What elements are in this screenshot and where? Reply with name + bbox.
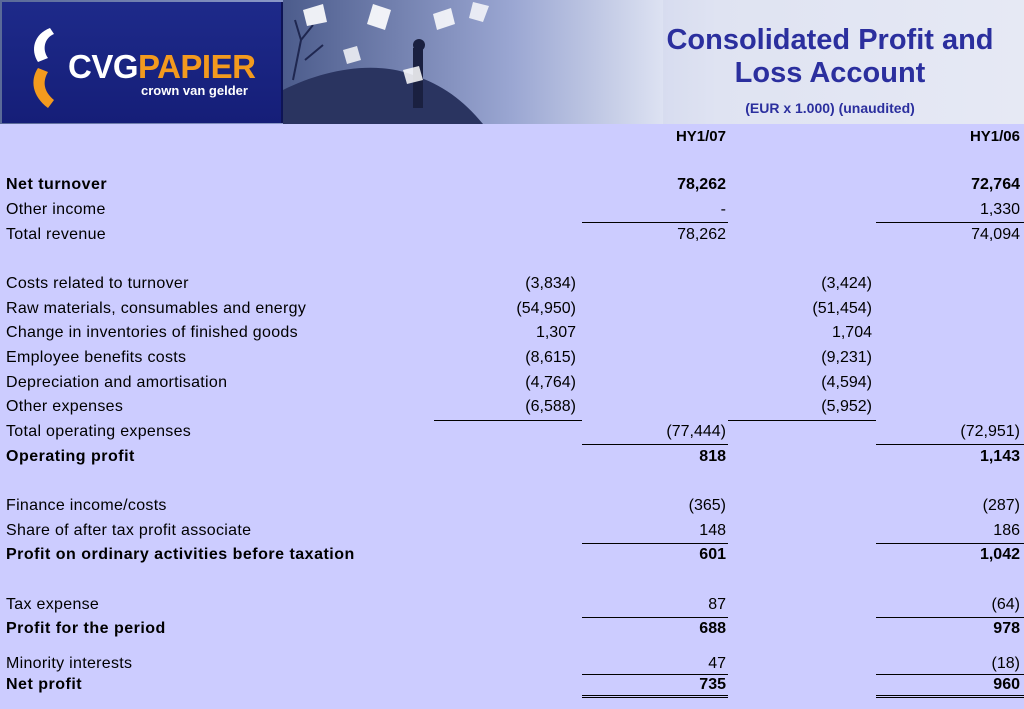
value-hy06: (287) [982, 497, 1020, 514]
value-hy06: 978 [993, 620, 1020, 637]
subtotal-rule [876, 444, 1024, 445]
row-label: Raw materials, consumables and energy [6, 300, 307, 317]
logo-subtitle: crown van gelder [141, 83, 248, 98]
value-hy06: 186 [993, 522, 1020, 539]
column-header-hy07: HY1/07 [675, 128, 726, 145]
row-label: Total operating expenses [6, 423, 192, 440]
value-hy07: 818 [699, 448, 726, 465]
subtotal-rule [582, 222, 728, 223]
subtotal-rule [582, 444, 728, 445]
value-hy07: - [720, 201, 726, 218]
row-net-profit [0, 676, 1024, 700]
value-hy07: 1,307 [535, 324, 576, 341]
row-label: Net turnover [6, 176, 108, 193]
row-costs-turnover [0, 275, 1024, 299]
page-subtitle: (EUR x 1.000) (unaudited) [745, 100, 915, 116]
row-label: Profit for the period [6, 620, 166, 637]
company-logo [2, 2, 283, 123]
value-hy07: (77,444) [666, 423, 726, 440]
row-label: Other expenses [6, 398, 124, 415]
value-hy07: (54,950) [516, 300, 576, 317]
value-hy06: 960 [993, 676, 1020, 693]
value-hy07: (365) [688, 497, 726, 514]
row-label: Depreciation and amortisation [6, 374, 228, 391]
row-operating-profit [0, 448, 1024, 472]
row-associate [0, 522, 1024, 546]
row-label: Change in inventories of finished goods [6, 324, 298, 341]
value-hy06: 1,143 [979, 448, 1020, 465]
row-label: Net profit [6, 676, 83, 693]
value-hy06: (72,951) [960, 423, 1020, 440]
row-finance [0, 497, 1024, 521]
row-employee-benefits [0, 349, 1024, 373]
subtotal-rule [876, 543, 1024, 544]
row-label: Other income [6, 201, 106, 218]
row-depreciation [0, 374, 1024, 398]
value-hy06: (5,952) [821, 398, 872, 415]
row-label: Tax expense [6, 596, 100, 613]
subtotal-rule [582, 543, 728, 544]
value-hy07: 47 [708, 655, 726, 672]
row-other-income [0, 201, 1024, 225]
value-hy07: (8,615) [525, 349, 576, 366]
row-net-turnover [0, 176, 1024, 200]
value-hy06: (51,454) [812, 300, 872, 317]
subtotal-rule [582, 617, 728, 618]
value-hy06: 1,042 [979, 546, 1020, 563]
value-hy06: 72,764 [971, 176, 1020, 193]
value-hy06: (4,594) [821, 374, 872, 391]
value-hy07: 601 [699, 546, 726, 563]
subtotal-rule [876, 674, 1024, 675]
value-hy07: (4,764) [525, 374, 576, 391]
value-hy07: (3,834) [525, 275, 576, 292]
slide-header [0, 0, 1024, 124]
column-header-hy06: HY1/06 [969, 128, 1020, 145]
value-hy07: 78,262 [677, 226, 726, 243]
logo-wordmark: CVGPAPIER [68, 48, 256, 85]
page-title: Consolidated Profit and Loss Account [666, 24, 994, 89]
row-label: Minority interests [6, 655, 133, 672]
row-label: Share of after tax profit associate [6, 522, 252, 539]
value-hy06: (18) [991, 655, 1020, 672]
subtotal-rule [434, 420, 582, 421]
row-label: Finance income/costs [6, 497, 167, 514]
value-hy06: (64) [991, 596, 1020, 613]
row-inventories [0, 324, 1024, 348]
total-double-rule [876, 695, 1024, 698]
row-profit-before-tax [0, 546, 1024, 570]
subtotal-rule [728, 420, 876, 421]
flying-papers-photo [283, 0, 663, 124]
row-raw-materials [0, 300, 1024, 324]
value-hy06: 1,330 [979, 201, 1020, 218]
value-hy06: 74,094 [971, 226, 1020, 243]
row-label: Operating profit [6, 448, 135, 465]
row-label: Total revenue [6, 226, 106, 243]
row-total-opex [0, 423, 1024, 447]
row-label: Profit on ordinary activities before taxation [6, 546, 355, 563]
value-hy06: (9,231) [821, 349, 872, 366]
row-tax [0, 596, 1024, 620]
subtotal-rule [876, 617, 1024, 618]
row-other-expenses [0, 398, 1024, 422]
row-label: Employee benefits costs [6, 349, 187, 366]
value-hy07: 688 [699, 620, 726, 637]
value-hy07: 87 [708, 596, 726, 613]
value-hy06: 1,704 [831, 324, 872, 341]
row-total-revenue [0, 226, 1024, 250]
row-label: Costs related to turnover [6, 275, 189, 292]
total-double-rule [582, 695, 728, 698]
value-hy07: 148 [699, 522, 726, 539]
value-hy07: 735 [699, 676, 726, 693]
subtotal-rule [876, 222, 1024, 223]
logo-mark-icon [28, 28, 56, 108]
value-hy06: (3,424) [821, 275, 872, 292]
value-hy07: 78,262 [677, 176, 726, 193]
value-hy07: (6,588) [525, 398, 576, 415]
row-profit-period [0, 620, 1024, 644]
subtotal-rule [582, 674, 728, 675]
